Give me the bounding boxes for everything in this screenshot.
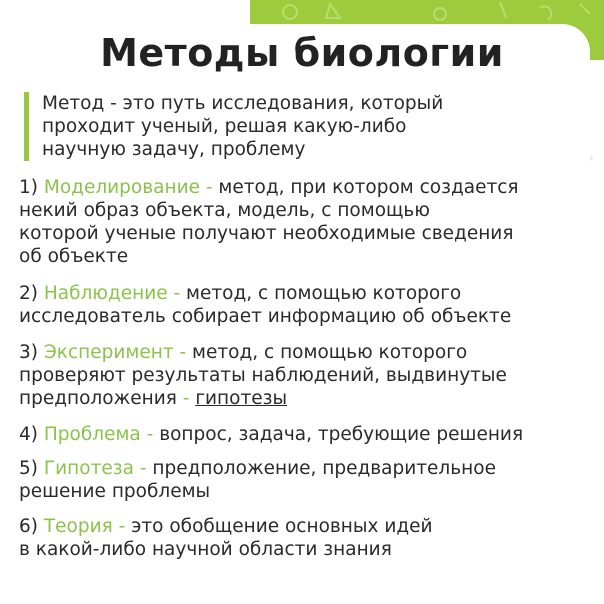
list-item-observation [19,282,594,328]
list-item-problem [19,423,594,446]
item-number: 1) [19,177,44,198]
item-text: метод, с помощью которого проверяют результаты наблюдений, выдвинутые предположения [19,342,507,409]
item-dash: - [112,516,132,537]
item-text: это обобщение основных идей в какой-либо научной области знания [19,516,433,560]
item-text: предположение, предварительное решение проблемы [19,458,496,502]
item-term: Гипотеза [43,458,134,479]
list-item-theory [19,515,594,561]
list-item-hypothesis [19,457,594,503]
item-dash: - [199,177,219,198]
item-number: 6) [19,516,44,537]
item-dash: - [133,458,153,479]
item-term: Моделирование [43,177,200,198]
item-term: Проблема [43,424,141,445]
page-title: Методы биологии [100,31,504,75]
item-term: Эксперимент [43,342,174,363]
intro-definition: Метод - это путь исследования, который проходит ученый, решая какую-либо научную задачу, проблему [24,92,562,161]
item-dash-2: - [182,388,196,409]
item-text: вопрос, задача, требующие решения [159,424,524,445]
item-underlined-word: гипотезы [195,388,288,409]
item-text: метод, при котором создается некий образ объекта, модель, с помощью которой ученые получают необходимые сведения об объекте [19,177,519,267]
item-dash: - [140,424,160,445]
list-item-modeling [19,176,594,268]
item-number: 2) [19,283,44,304]
item-number: 4) [19,424,44,445]
item-number: 3) [19,342,44,363]
item-text: метод, с помощью которого исследователь собирает информацию об объекте [19,283,512,327]
item-number: 5) [19,458,44,479]
item-term: Наблюдение [43,283,168,304]
item-dash: - [173,342,193,363]
item-term: Теория [43,516,113,537]
list-item-experiment [19,341,594,410]
item-dash: - [167,283,187,304]
